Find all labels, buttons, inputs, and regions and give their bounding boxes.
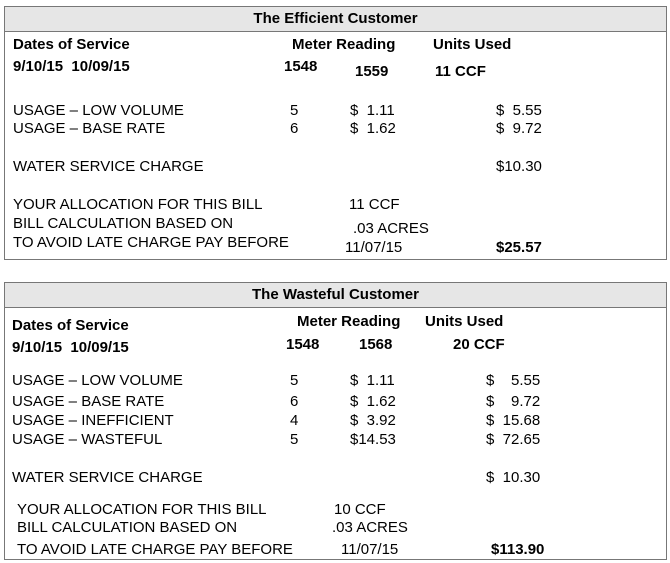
efficient-late-label: TO AVOID LATE CHARGE PAY BEFORE bbox=[13, 234, 289, 251]
wasteful-row-units: 5 bbox=[290, 372, 299, 389]
wasteful-meter-start: 1548 bbox=[286, 336, 320, 353]
wasteful-row-rate: $ 3.92 bbox=[350, 412, 396, 429]
efficient-total: $25.57 bbox=[496, 239, 542, 256]
efficient-row-units: 5 bbox=[290, 102, 299, 119]
wasteful-row-label: USAGE – BASE RATE bbox=[12, 393, 165, 410]
wasteful-row-label: USAGE – WASTEFUL bbox=[12, 431, 163, 448]
efficient-row-rate: $ 1.62 bbox=[350, 120, 396, 137]
efficient-row-units: 6 bbox=[290, 120, 299, 137]
wasteful-allocation-label: YOUR ALLOCATION FOR THIS BILL bbox=[17, 501, 267, 518]
wasteful-basis-value: .03 ACRES bbox=[332, 519, 408, 536]
wasteful-row-rate: $ 1.11 bbox=[350, 372, 395, 389]
wasteful-meter-end: 1568 bbox=[359, 336, 393, 353]
efficient-due-date: 11/07/15 bbox=[345, 239, 403, 256]
efficient-row-amount: $ 9.72 bbox=[496, 120, 542, 137]
wasteful-row-label: USAGE – LOW VOLUME bbox=[12, 372, 183, 389]
efficient-allocation-value: 11 CCF bbox=[349, 196, 400, 213]
efficient-units-label: Units Used bbox=[433, 36, 512, 53]
wasteful-service-label: WATER SERVICE CHARGE bbox=[12, 469, 203, 486]
efficient-service-label: WATER SERVICE CHARGE bbox=[13, 158, 204, 175]
efficient-meter-start: 1548 bbox=[284, 58, 318, 75]
wasteful-row-amount: $ 5.55 bbox=[486, 372, 541, 389]
efficient-meter-end: 1559 bbox=[355, 63, 389, 80]
efficient-service-amount: $10.30 bbox=[496, 158, 542, 175]
efficient-bill bbox=[4, 6, 667, 260]
wasteful-row-amount: $ 72.65 bbox=[486, 431, 541, 448]
wasteful-units-value: 20 CCF bbox=[453, 336, 505, 353]
efficient-basis-label: BILL CALCULATION BASED ON bbox=[13, 215, 234, 232]
wasteful-service-amount: $ 10.30 bbox=[486, 469, 541, 486]
efficient-allocation-label: YOUR ALLOCATION FOR THIS BILL bbox=[13, 196, 263, 213]
wasteful-allocation-value: 10 CCF bbox=[334, 501, 386, 518]
wasteful-dates-value: 9/10/15 10/09/15 bbox=[12, 339, 129, 356]
wasteful-due-date: 11/07/15 bbox=[341, 541, 399, 558]
wasteful-late-label: TO AVOID LATE CHARGE PAY BEFORE bbox=[17, 541, 293, 558]
efficient-dates-label: Dates of Service bbox=[13, 36, 130, 53]
wasteful-bill bbox=[4, 282, 667, 560]
efficient-title: The Efficient Customer bbox=[5, 7, 666, 32]
wasteful-row-rate: $14.53 bbox=[350, 431, 396, 448]
wasteful-total: $113.90 bbox=[491, 541, 545, 558]
wasteful-row-label: USAGE – INEFFICIENT bbox=[12, 412, 174, 429]
efficient-dates-value: 9/10/15 10/09/15 bbox=[13, 58, 130, 75]
wasteful-row-units: 5 bbox=[290, 431, 299, 448]
efficient-units-value: 11 CCF bbox=[435, 63, 486, 80]
efficient-row-label: USAGE – BASE RATE bbox=[13, 120, 166, 137]
wasteful-units-label: Units Used bbox=[425, 313, 504, 330]
wasteful-meter-label: Meter Reading bbox=[297, 313, 401, 330]
efficient-meter-label: Meter Reading bbox=[292, 36, 396, 53]
efficient-basis-value: .03 ACRES bbox=[353, 220, 429, 237]
wasteful-row-rate: $ 1.62 bbox=[350, 393, 396, 410]
wasteful-title: The Wasteful Customer bbox=[5, 283, 666, 308]
wasteful-basis-label: BILL CALCULATION BASED ON bbox=[17, 519, 238, 536]
wasteful-row-units: 6 bbox=[290, 393, 299, 410]
wasteful-dates-label: Dates of Service bbox=[12, 317, 129, 334]
efficient-row-amount: $ 5.55 bbox=[496, 102, 542, 119]
wasteful-row-units: 4 bbox=[290, 412, 299, 429]
efficient-row-rate: $ 1.11 bbox=[350, 102, 395, 119]
wasteful-row-amount: $ 9.72 bbox=[486, 393, 541, 410]
wasteful-row-amount: $ 15.68 bbox=[486, 412, 541, 429]
efficient-row-label: USAGE – LOW VOLUME bbox=[13, 102, 184, 119]
